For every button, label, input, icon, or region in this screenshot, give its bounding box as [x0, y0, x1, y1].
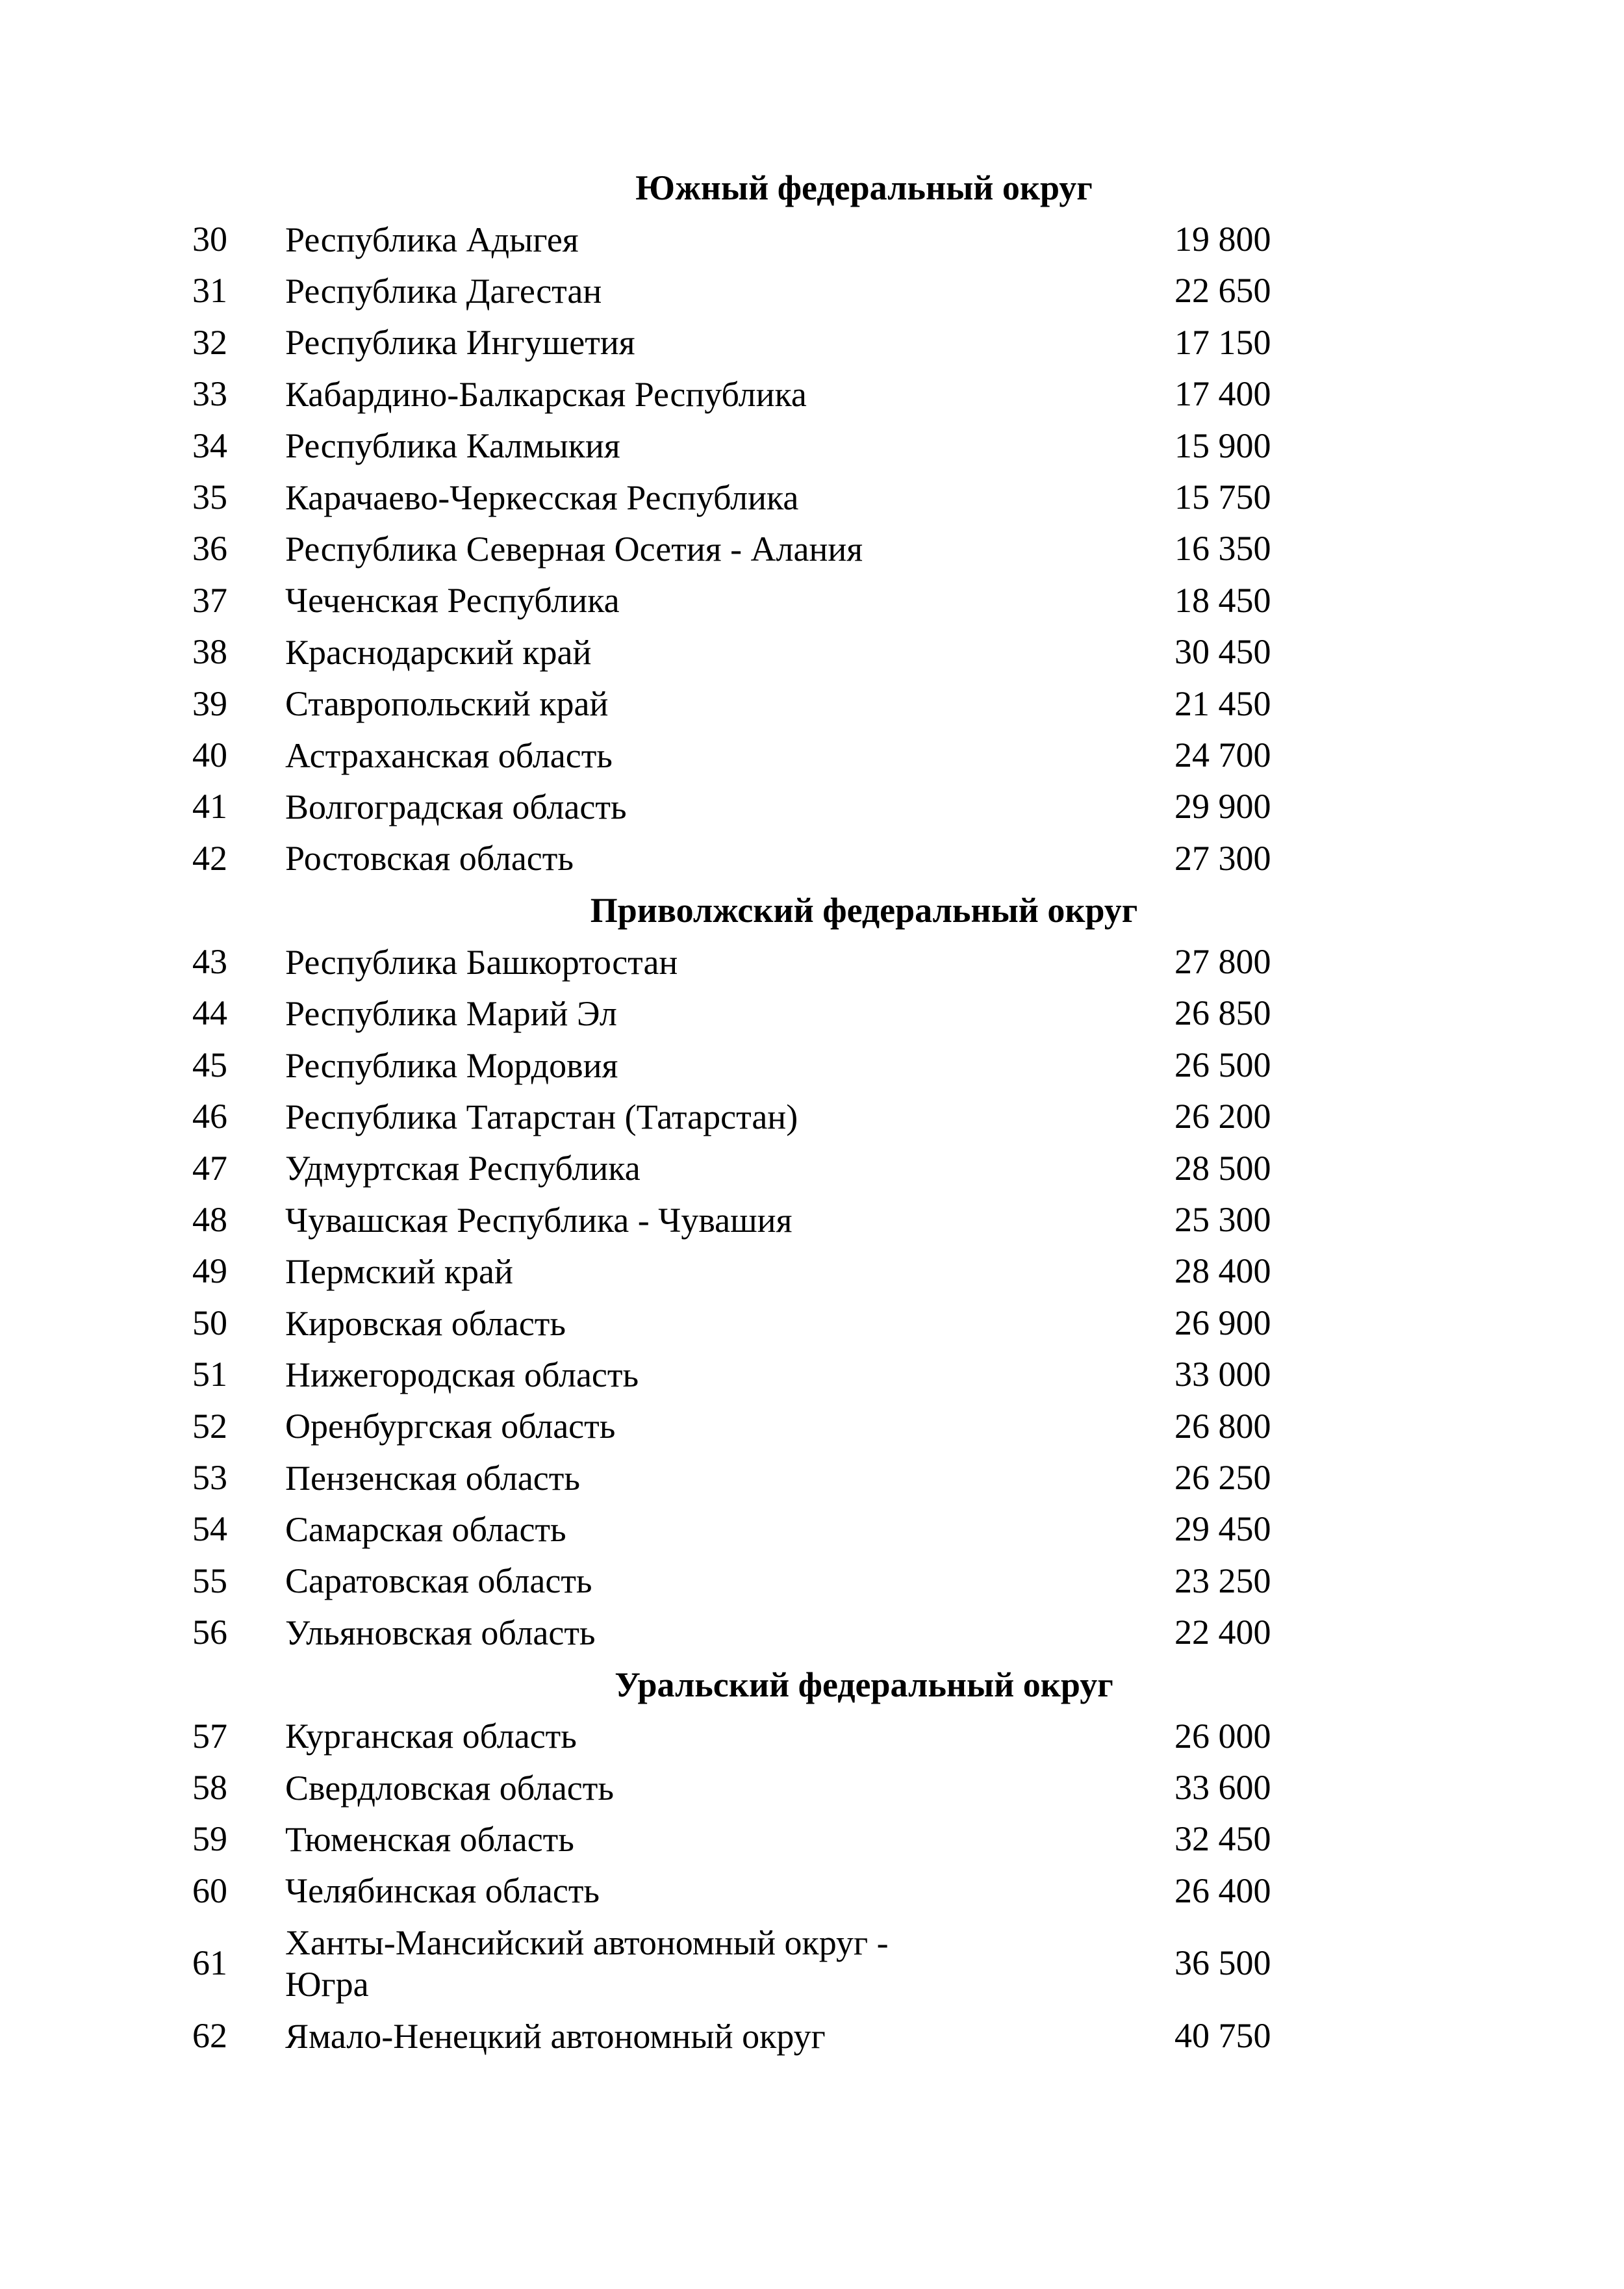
region-value: 26 800 [1174, 1406, 1271, 1446]
table-row [0, 1401, 1624, 1452]
row-number: 46 [192, 1097, 227, 1136]
region-name: Кировская область [285, 1303, 566, 1343]
row-number: 39 [192, 684, 227, 723]
region-value: 33 000 [1174, 1355, 1271, 1394]
region-name: Пензенская область [285, 1458, 580, 1498]
table-row [0, 420, 1624, 472]
row-number: 42 [192, 838, 227, 878]
region-value: 32 450 [1174, 1819, 1271, 1859]
region-name: Республика Татарстан (Татарстан) [285, 1097, 798, 1136]
region-value: 28 400 [1174, 1251, 1271, 1291]
region-value: 19 800 [1174, 220, 1271, 259]
table-row [0, 781, 1624, 832]
table-row [0, 1349, 1624, 1400]
row-number: 62 [192, 2016, 227, 2056]
row-number: 48 [192, 1200, 227, 1240]
row-number: 30 [192, 220, 227, 259]
region-name: Свердловская область [285, 1768, 614, 1808]
region-value: 16 350 [1174, 529, 1271, 569]
section-heading-text: Уральский федеральный округ [615, 1665, 1113, 1704]
region-name: Республика Калмыкия [285, 426, 620, 466]
region-name: Республика Башкортостан [285, 942, 678, 982]
section-heading-text: Приволжский федеральный округ [590, 891, 1138, 930]
row-number: 36 [192, 529, 227, 569]
row-number: 59 [192, 1819, 227, 1859]
region-name: Республика Адыгея [285, 220, 579, 259]
table-row [0, 1143, 1624, 1194]
table-row [0, 317, 1624, 368]
table-row [0, 1452, 1624, 1503]
region-name: Астраханская область [285, 735, 613, 775]
table-row [0, 1298, 1624, 1349]
table-row [0, 2010, 1624, 2062]
region-value: 26 400 [1174, 1871, 1271, 1910]
region-name: Волгоградская область [285, 787, 627, 826]
document-page [0, 162, 1624, 2062]
section-heading [0, 884, 1624, 936]
region-name: Самарская область [285, 1510, 566, 1550]
table-row [0, 936, 1624, 988]
row-number: 35 [192, 477, 227, 517]
table-row [0, 1246, 1624, 1297]
row-number: 41 [192, 787, 227, 826]
table-row [0, 626, 1624, 678]
table-row [0, 1917, 1624, 2010]
region-name: Республика Марий Эл [285, 994, 617, 1034]
table-row [0, 368, 1624, 420]
row-number: 51 [192, 1355, 227, 1394]
row-number: 32 [192, 322, 227, 362]
section-heading [0, 1659, 1624, 1711]
section-heading-text: Южный федеральный округ [635, 168, 1093, 207]
region-value: 22 400 [1174, 1613, 1271, 1652]
region-value: 26 900 [1174, 1303, 1271, 1342]
row-number: 52 [192, 1406, 227, 1446]
row-number: 31 [192, 271, 227, 311]
row-number: 57 [192, 1716, 227, 1756]
table-row [0, 1711, 1624, 1762]
row-number: 58 [192, 1767, 227, 1807]
section-heading [0, 162, 1624, 214]
region-name: Пермский край [285, 1252, 513, 1292]
region-name: Ямало-Ненецкий автономный округ [285, 2016, 826, 2056]
row-number: 40 [192, 735, 227, 774]
region-value: 36 500 [1174, 1943, 1271, 1983]
row-number: 49 [192, 1251, 227, 1291]
region-value: 27 300 [1174, 838, 1271, 878]
region-name: Ульяновская область [285, 1613, 596, 1652]
row-number: 60 [192, 1871, 227, 1910]
region-value: 23 250 [1174, 1561, 1271, 1600]
region-name: Нижегородская область [285, 1355, 639, 1394]
table-row [0, 1762, 1624, 1813]
row-number: 34 [192, 426, 227, 465]
table-row [0, 1607, 1624, 1658]
region-name: Чеченская Республика [285, 581, 620, 620]
row-number: 53 [192, 1457, 227, 1497]
region-value: 26 500 [1174, 1045, 1271, 1084]
table-row [0, 1503, 1624, 1555]
row-number: 33 [192, 374, 227, 414]
region-name: Тюменская область [285, 1820, 574, 1860]
table-row [0, 833, 1624, 884]
row-number: 50 [192, 1303, 227, 1342]
row-number: 44 [192, 993, 227, 1033]
region-name: Республика Мордовия [285, 1045, 618, 1085]
region-value: 29 900 [1174, 787, 1271, 826]
region-name: Карачаево-Черкесская Республика [285, 478, 799, 517]
row-number: 54 [192, 1509, 227, 1549]
row-number: 37 [192, 580, 227, 620]
table-row [0, 730, 1624, 781]
region-value: 26 250 [1174, 1457, 1271, 1497]
row-number: 38 [192, 632, 227, 672]
table-row [0, 1555, 1624, 1607]
region-name: Оренбургская область [285, 1407, 616, 1446]
region-value: 26 850 [1174, 993, 1271, 1033]
region-value: 15 750 [1174, 477, 1271, 517]
region-value: 30 450 [1174, 632, 1271, 672]
table-row [0, 265, 1624, 316]
region-value: 17 150 [1174, 322, 1271, 362]
region-name: Ставропольский край [285, 684, 609, 724]
row-number: 43 [192, 942, 227, 982]
region-name: Республика Ингушетия [285, 323, 635, 363]
table-row [0, 1865, 1624, 1917]
region-name: Краснодарский край [285, 632, 592, 672]
region-name: Республика Дагестан [285, 272, 602, 311]
region-value: 27 800 [1174, 942, 1271, 982]
row-number: 61 [192, 1943, 227, 1983]
region-value: 21 450 [1174, 684, 1271, 723]
region-value: 25 300 [1174, 1200, 1271, 1240]
region-name: Удмуртская Республика [285, 1149, 641, 1188]
region-value: 22 650 [1174, 271, 1271, 311]
row-number: 56 [192, 1613, 227, 1652]
table-row [0, 575, 1624, 626]
table-row [0, 988, 1624, 1039]
region-value: 33 600 [1174, 1767, 1271, 1807]
region-value: 26 200 [1174, 1097, 1271, 1136]
region-value: 40 750 [1174, 2016, 1271, 2056]
region-name: Саратовская область [285, 1561, 592, 1601]
table-row [0, 523, 1624, 574]
region-name: Ростовская область [285, 839, 574, 878]
region-value: 15 900 [1174, 426, 1271, 465]
table-row [0, 472, 1624, 523]
table-row [0, 678, 1624, 730]
row-number: 47 [192, 1148, 227, 1188]
region-name: Чувашская Республика - Чувашия [285, 1200, 793, 1240]
region-name: Челябинская область [285, 1871, 600, 1911]
region-value: 29 450 [1174, 1509, 1271, 1549]
table-row [0, 1091, 1624, 1142]
region-value: 24 700 [1174, 735, 1271, 774]
region-value: 26 000 [1174, 1716, 1271, 1756]
region-value: 18 450 [1174, 580, 1271, 620]
region-name: Республика Северная Осетия - Алания [285, 530, 863, 569]
table-row [0, 1040, 1624, 1091]
table-row [0, 1813, 1624, 1865]
region-name: Курганская область [285, 1717, 577, 1756]
row-number: 55 [192, 1561, 227, 1600]
region-name: Ханты-Мансийский автономный округ - Югра [285, 1923, 889, 2004]
region-value: 17 400 [1174, 374, 1271, 414]
table-row [0, 1194, 1624, 1246]
region-name: Кабардино-Балкарская Республика [285, 374, 807, 414]
table-row [0, 214, 1624, 265]
region-value: 28 500 [1174, 1148, 1271, 1188]
row-number: 45 [192, 1045, 227, 1084]
